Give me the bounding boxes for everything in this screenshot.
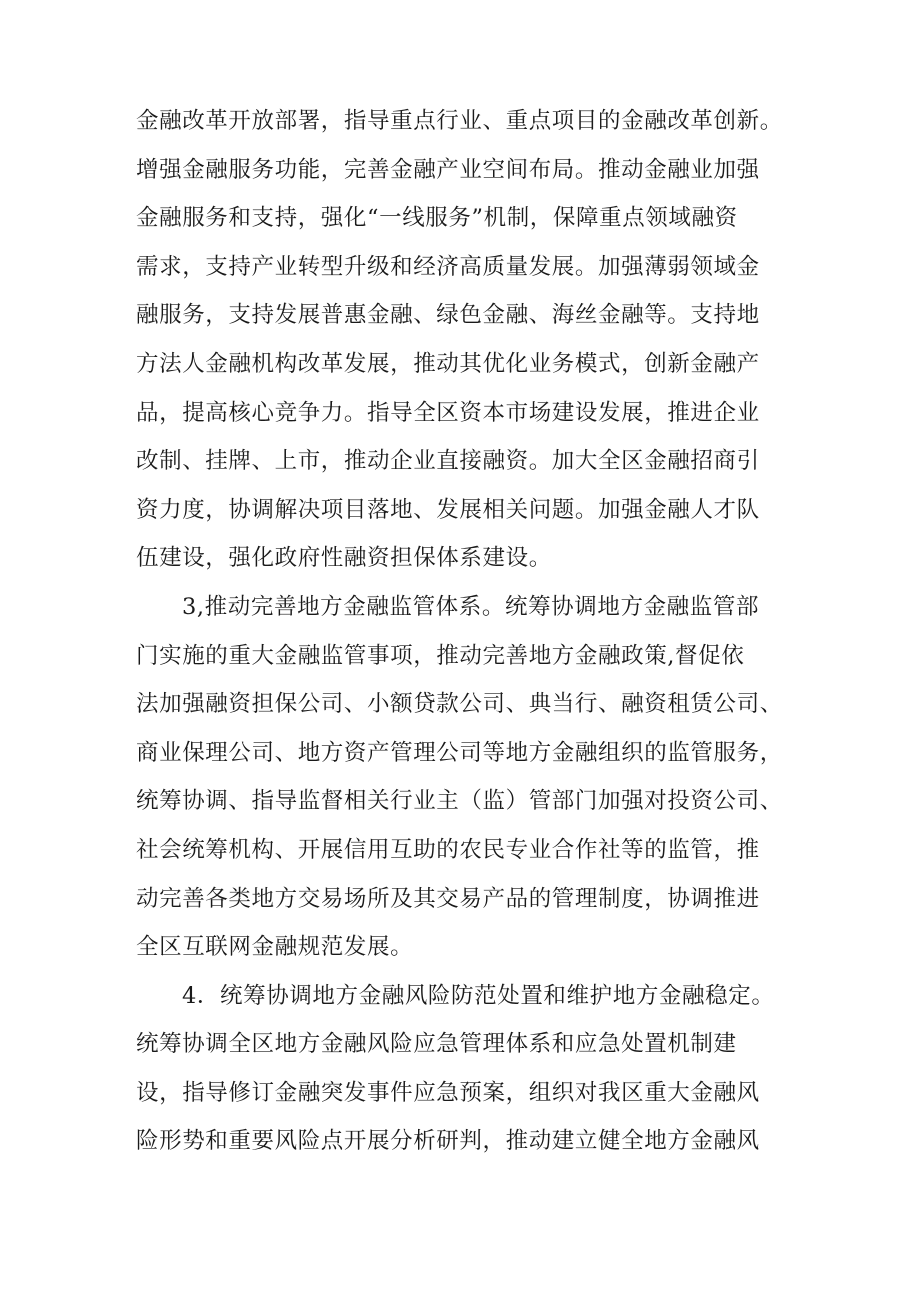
text-line: 金融服务和支持，强化“一线服务”机制，保障重点领域融资 [136, 205, 738, 232]
text-line: 伍建设，强化政府性融资担保体系建设。 [136, 545, 552, 572]
text-line: 改制、挂牌、上市，推动企业直接融资。加大全区金融招商引 [136, 448, 760, 475]
text-line: 全区互联网金融规范发展。 [136, 934, 414, 961]
text-line: 资力度，协调解决项目落地、发展相关问题。加强金融人才队 [136, 496, 760, 523]
text-line: 险形势和重要风险点开展分析研判，推动建立健全地方金融风 [136, 1128, 760, 1155]
paragraph-1 [136, 97, 800, 583]
document-body [136, 97, 800, 1166]
text-line: 需求，支持产业转型升级和经济高质量发展。加强薄弱领域金 [136, 253, 760, 280]
text-line: 品，提高核心竞争力。指导全区资本市场建设发展，推进企业 [136, 399, 760, 426]
paragraph-3 [136, 972, 800, 1166]
text-line: 门实施的重大金融监管事项，推动完善地方金融政策,督促依 [136, 642, 745, 669]
text-line: 3,推动完善地方金融监管体系。统筹协调地方金融监管部 [182, 593, 760, 620]
text-line: 设，指导修订金融突发事件应急预案，组织对我区重大金融风 [136, 1079, 760, 1106]
text-line: 商业保理公司、地方资产管理公司等地方金融组织的监管服务， [136, 739, 783, 766]
paragraph-2 [136, 583, 800, 972]
text-line: 融服务，支持发展普惠金融、绿色金融、海丝金融等。支持地 [136, 302, 760, 329]
text-line: 法加强融资担保公司、小额贷款公司、典当行、融资租赁公司、 [136, 691, 783, 718]
text-line: 统筹协调全区地方金融风险应急管理体系和应急处置机制建 [136, 1031, 737, 1058]
text-line: 增强金融服务功能，完善金融产业空间布局。推动金融业加强 [136, 156, 760, 183]
text-line: 社会统筹机构、开展信用互助的农民专业合作社等的监管，推 [136, 836, 760, 863]
text-line: 统筹协调、指导监督相关行业主（监）管部门加强对投资公司、 [136, 788, 783, 815]
text-line: 4．统筹协调地方金融风险防范处置和维护地方金融稳定。 [182, 982, 775, 1009]
text-line: 金融改革开放部署，指导重点行业、重点项目的金融改革创新。 [136, 108, 783, 134]
text-line: 方法人金融机构改革发展，推动其优化业务模式，创新金融产 [136, 350, 760, 377]
text-line: 动完善各类地方交易场所及其交易产品的管理制度，协调推进 [136, 885, 760, 912]
